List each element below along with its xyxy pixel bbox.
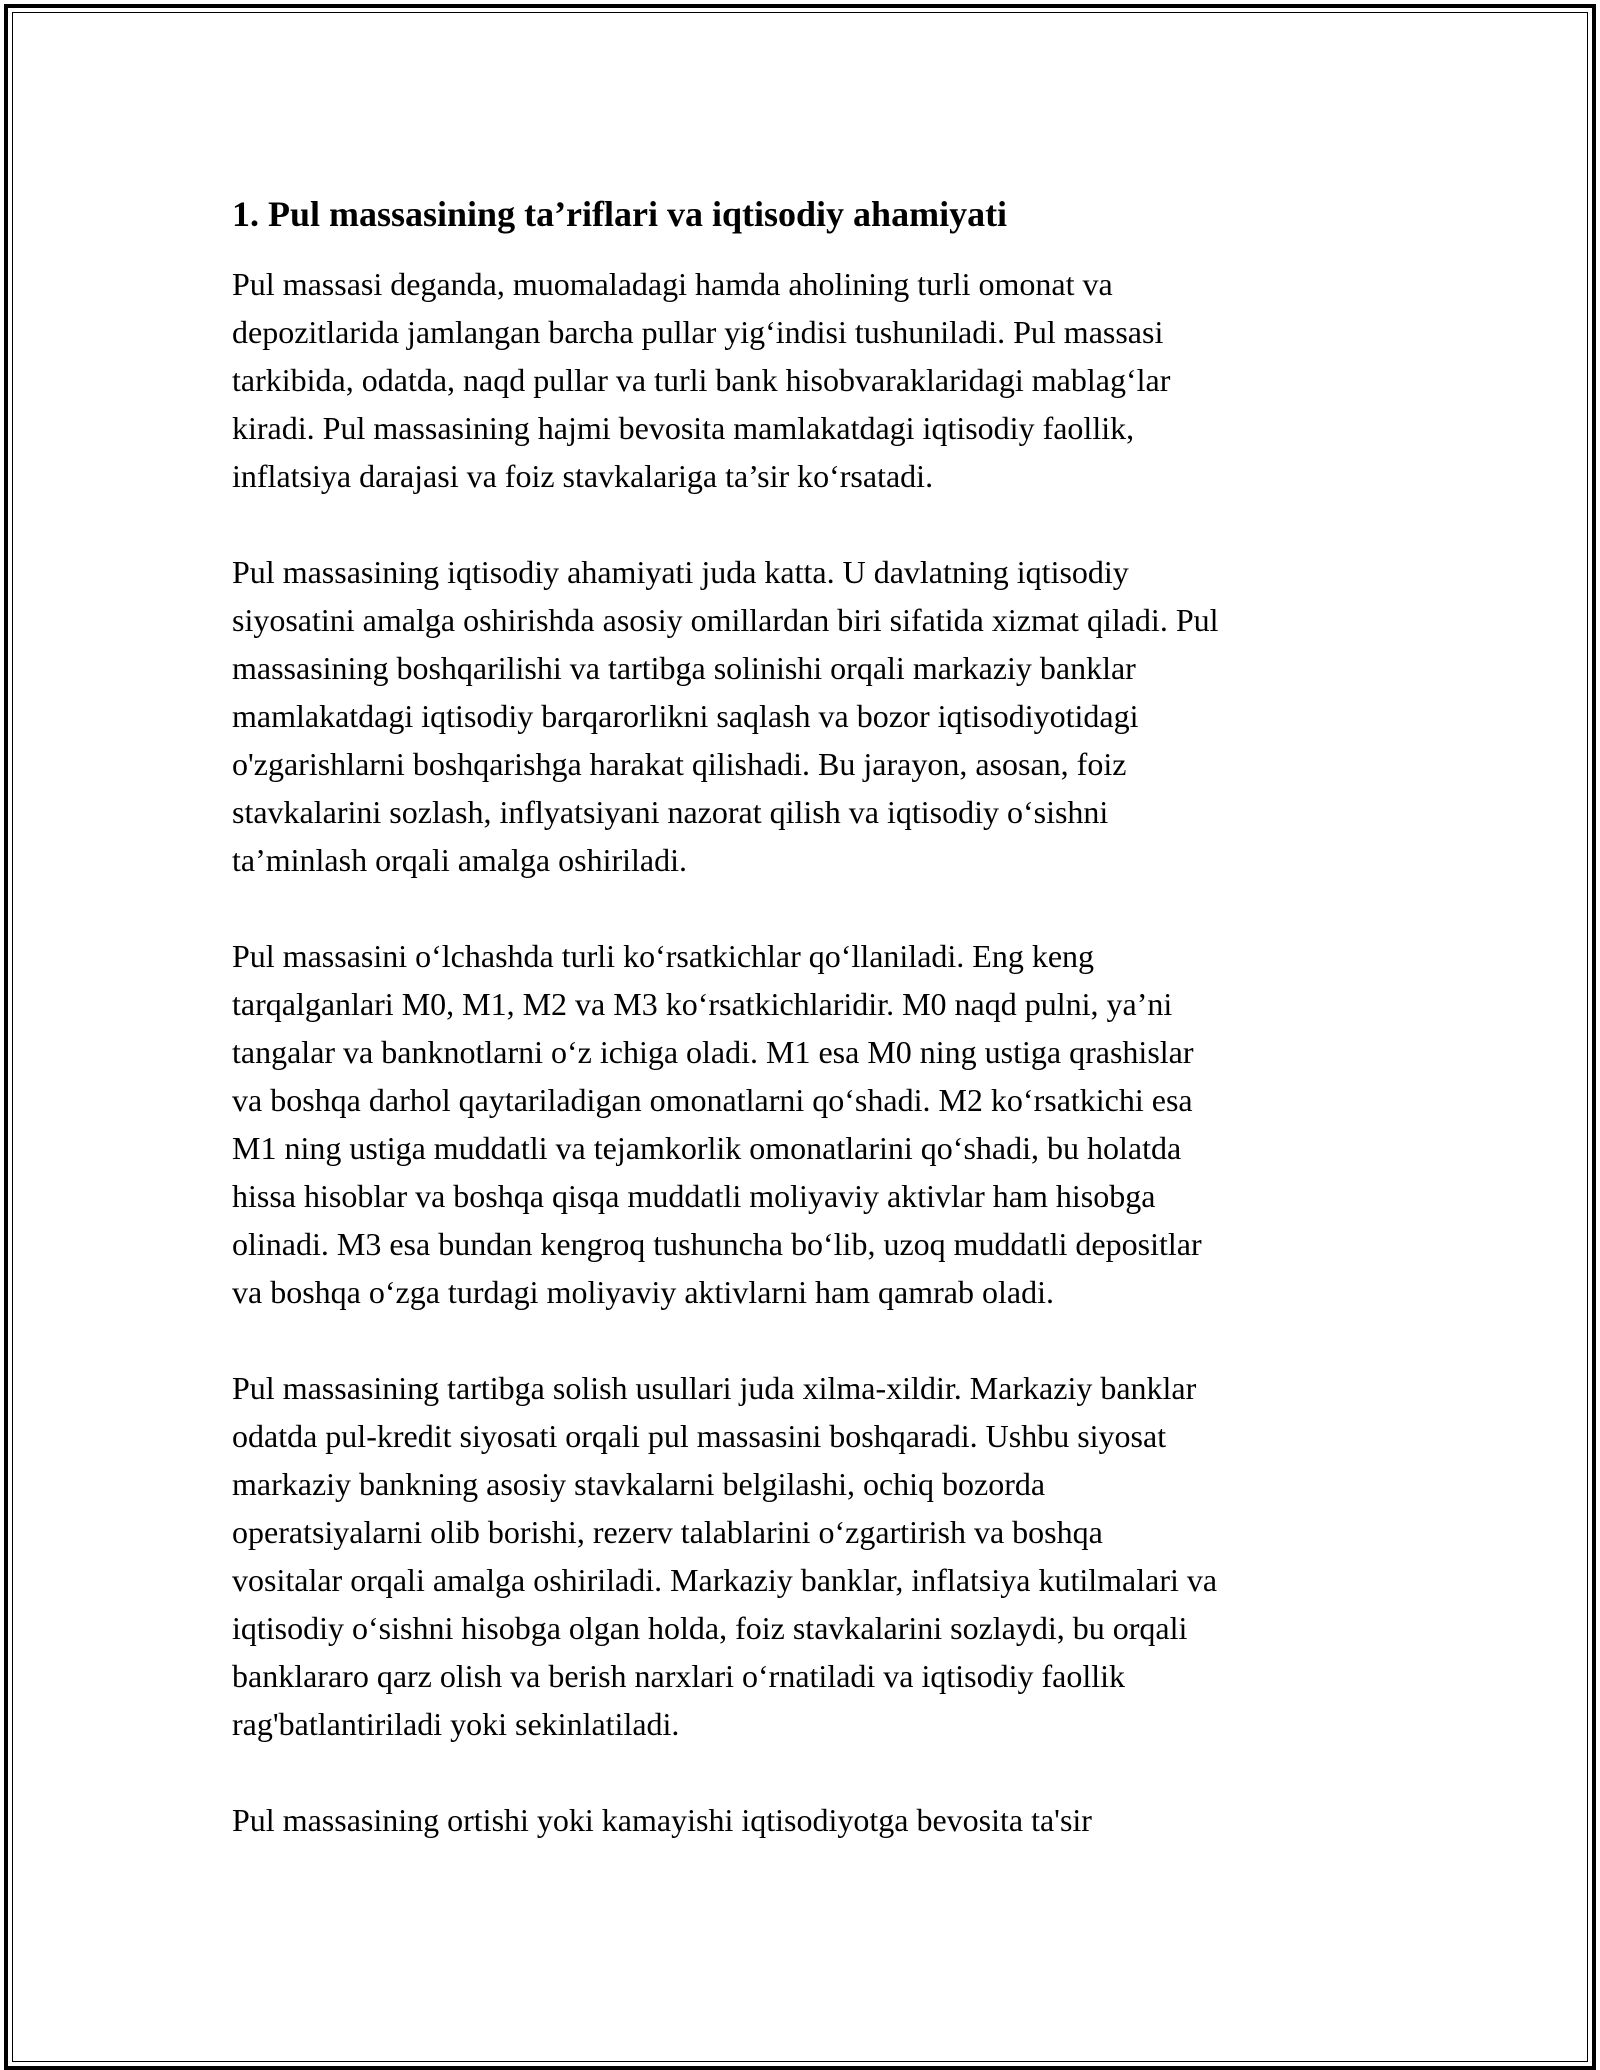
text-line: Pul massasini o‘lchashda turli ko‘rsatkichlar qo‘llaniladi. Eng keng [232,938,1095,974]
text-line: olinadi. M3 esa bundan kengroq tushuncha bo‘lib, uzoq muddatli depositlar [232,1226,1202,1262]
text-line: tarqalganlari M0, M1, M2 va M3 ko‘rsatkichlaridir. M0 naqd pulni, ya’ni [232,986,1173,1022]
section-heading: 1. Pul massasining ta’riflari va iqtisodiy ahamiyati [232,194,1008,234]
text-line: stavkalarini sozlash, inflyatsiyani nazorat qilish va iqtisodiy o‘sishni [232,794,1109,830]
text-line: kiradi. Pul massasining hajmi bevosita mamlakatdagi iqtisodiy faollik, [232,410,1135,446]
text-line: M1 ning ustiga muddatli va tejamkorlik omonatlarini qo‘shadi, bu holatda [232,1130,1182,1166]
text-line: odatda pul-kredit siyosati orqali pul massasini boshqaradi. Ushbu siyosat [232,1418,1167,1454]
text-line: markaziy bankning asosiy stavkalarni belgilashi, ochiq bozorda [232,1466,1046,1502]
text-line: mamlakatdagi iqtisodiy barqarorlikni saqlash va bozor iqtisodiyotidagi [232,698,1139,734]
text-line: vositalar orqali amalga oshiriladi. Markaziy banklar, inflatsiya kutilmalari va [232,1562,1218,1598]
text-line: iqtisodiy o‘sishni hisobga olgan holda, foiz stavkalarini sozlaydi, bu orqali [232,1610,1188,1646]
text-line: ta’minlash orqali amalga oshiriladi. [232,842,687,878]
text-line: inflatsiya darajasi va foiz stavkalariga ta’sir ko‘rsatadi. [232,458,934,494]
text-line: Pul massasining tartibga solish usullari juda xilma-xildir. Markaziy banklar [232,1370,1197,1406]
text-line: va boshqa darhol qaytariladigan omonatlarni qo‘shadi. M2 ko‘rsatkichi esa [232,1082,1193,1118]
text-line: va boshqa o‘zga turdagi moliyaviy aktivlarni ham qamrab oladi. [232,1274,1054,1310]
paragraph-definition [232,260,1372,500]
text-line: rag'batlantiriladi yoki sekinlatiladi. [232,1706,680,1742]
text-line: Pul massasi deganda, muomaladagi hamda aholining turli omonat va [232,266,1113,302]
text-line: o'zgarishlarni boshqarishga harakat qilishadi. Bu jarayon, asosan, foiz [232,746,1127,782]
text-line: banklararo qarz olish va berish narxlari o‘rnatiladi va iqtisodiy faollik [232,1658,1126,1694]
text-line: operatsiyalarni olib borishi, rezerv talablarini o‘zgartirish va boshqa [232,1514,1103,1550]
paragraph-regulation [232,1364,1372,1748]
paragraph-impact [232,1796,1372,1844]
paragraph-measurement [232,932,1372,1316]
text-line: tangalar va banknotlarni o‘z ichiga oladi. M1 esa M0 ning ustiga qrashislar [232,1034,1194,1070]
text-line: siyosatini amalga oshirishda asosiy omillardan biri sifatida xizmat qiladi. Pul [232,602,1219,638]
document-body [232,186,1372,1844]
text-line: Pul massasining iqtisodiy ahamiyati juda katta. U davlatning iqtisodiy [232,554,1129,590]
text-line: massasining boshqarilishi va tartibga solinishi orqali markaziy banklar [232,650,1136,686]
text-line: depozitlarida jamlangan barcha pullar yig‘indisi tushuniladi. Pul massasi [232,314,1164,350]
text-line: hissa hisoblar va boshqa qisqa muddatli moliyaviy aktivlar ham hisobga [232,1178,1156,1214]
text-line: Pul massasining ortishi yoki kamayishi iqtisodiyotga bevosita ta'sir [232,1802,1092,1838]
text-line: tarkibida, odatda, naqd pullar va turli bank hisobvaraklaridagi mablag‘lar [232,362,1171,398]
paragraph-significance [232,548,1372,884]
